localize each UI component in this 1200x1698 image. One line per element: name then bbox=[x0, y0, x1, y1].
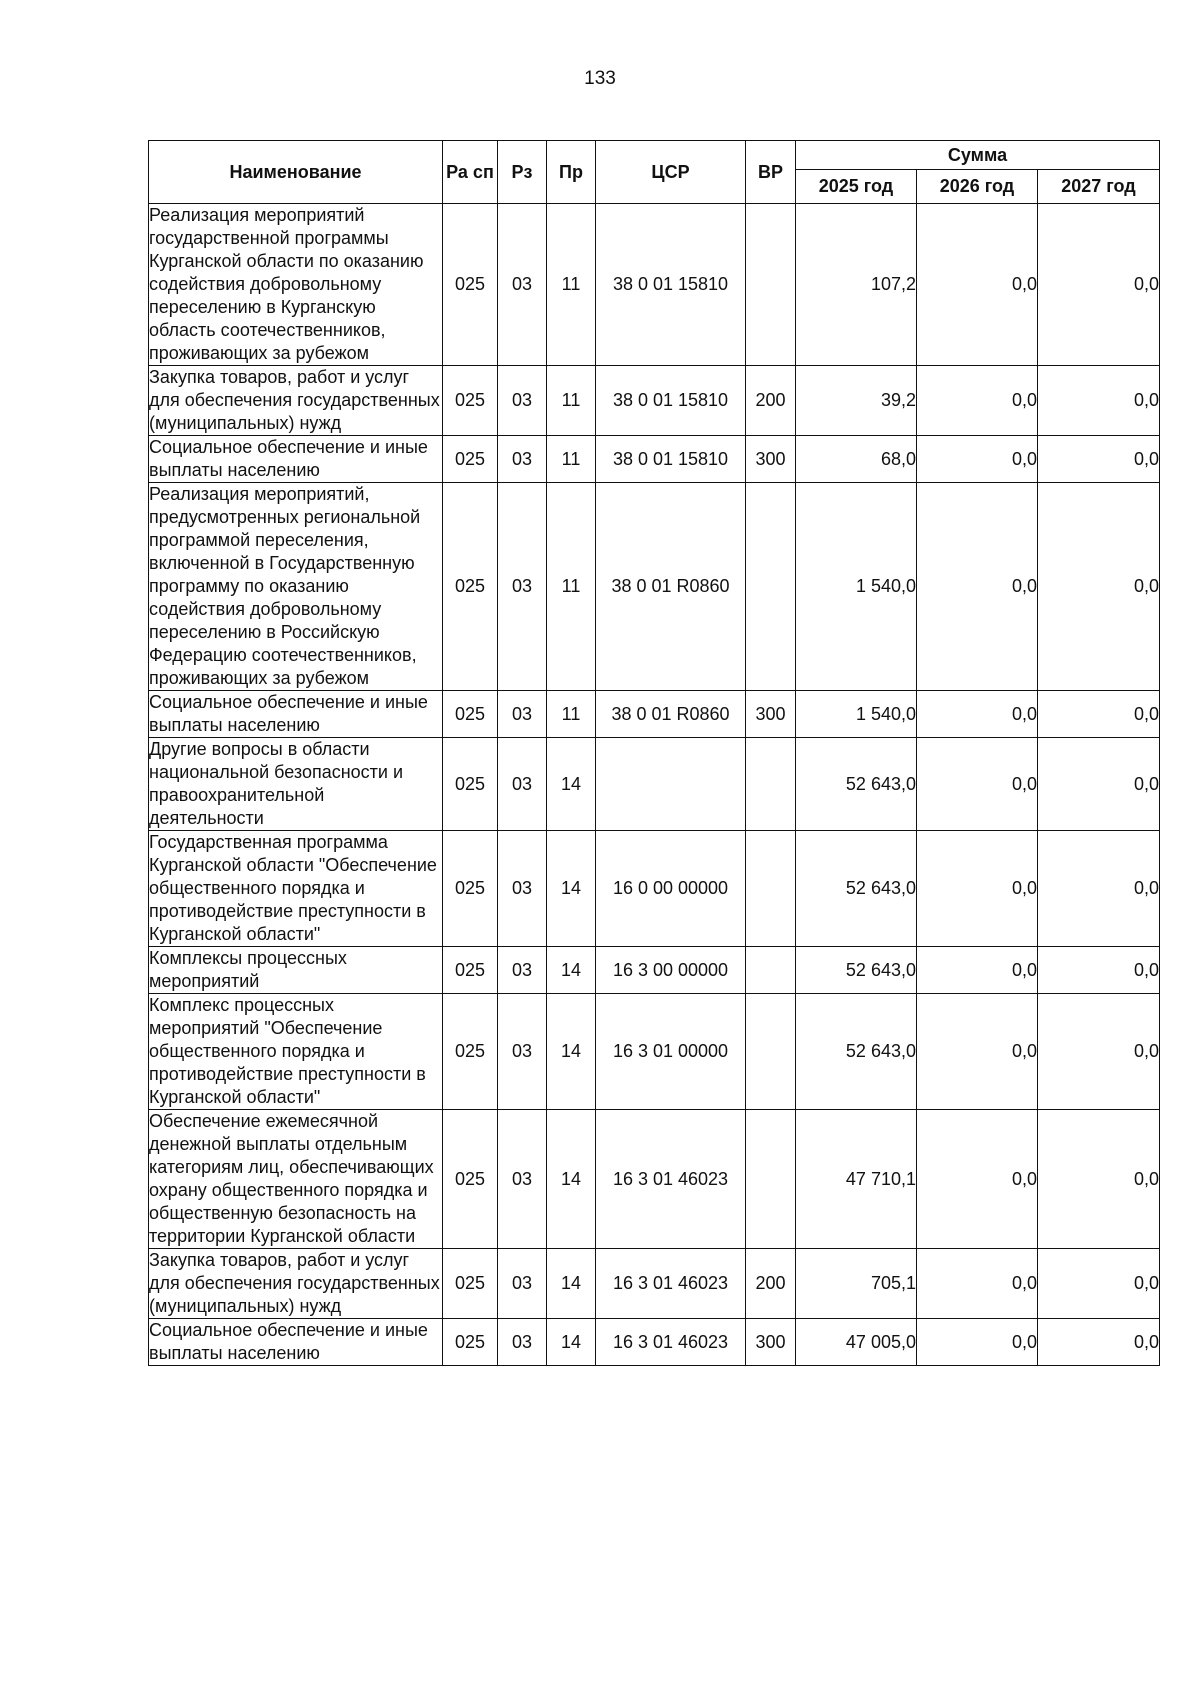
cell-2027: 0,0 bbox=[1038, 738, 1160, 831]
cell-2027: 0,0 bbox=[1038, 366, 1160, 436]
cell-rz: 03 bbox=[498, 947, 547, 994]
header-csr: ЦСР bbox=[596, 141, 746, 204]
cell-rz: 03 bbox=[498, 1249, 547, 1319]
cell-rz: 03 bbox=[498, 436, 547, 483]
cell-2027: 0,0 bbox=[1038, 994, 1160, 1110]
cell-2025: 52 643,0 bbox=[796, 831, 917, 947]
cell-2025: 52 643,0 bbox=[796, 994, 917, 1110]
cell-pr: 11 bbox=[547, 204, 596, 366]
cell-name: Социальное обеспечение и иные выплаты населению bbox=[149, 436, 443, 483]
cell-2026: 0,0 bbox=[917, 994, 1038, 1110]
cell-2026: 0,0 bbox=[917, 1319, 1038, 1366]
table-row bbox=[149, 204, 1160, 366]
cell-rasp: 025 bbox=[443, 483, 498, 691]
cell-2026: 0,0 bbox=[917, 436, 1038, 483]
cell-rasp: 025 bbox=[443, 1110, 498, 1249]
cell-vr bbox=[746, 738, 796, 831]
cell-pr: 14 bbox=[547, 947, 596, 994]
cell-rasp: 025 bbox=[443, 994, 498, 1110]
header-rz: Рз bbox=[498, 141, 547, 204]
cell-rasp: 025 bbox=[443, 831, 498, 947]
cell-rz: 03 bbox=[498, 738, 547, 831]
table-body bbox=[149, 204, 1160, 1366]
cell-rz: 03 bbox=[498, 1319, 547, 1366]
cell-rasp: 025 bbox=[443, 1319, 498, 1366]
cell-csr: 16 3 01 46023 bbox=[596, 1319, 746, 1366]
cell-2027: 0,0 bbox=[1038, 947, 1160, 994]
header-sum: Сумма bbox=[796, 141, 1160, 170]
cell-2025: 52 643,0 bbox=[796, 947, 917, 994]
cell-2027: 0,0 bbox=[1038, 483, 1160, 691]
cell-2025: 39,2 bbox=[796, 366, 917, 436]
cell-vr: 300 bbox=[746, 691, 796, 738]
cell-vr: 300 bbox=[746, 436, 796, 483]
cell-csr bbox=[596, 738, 746, 831]
cell-rasp: 025 bbox=[443, 691, 498, 738]
table-row bbox=[149, 691, 1160, 738]
cell-rz: 03 bbox=[498, 691, 547, 738]
cell-name: Социальное обеспечение и иные выплаты населению bbox=[149, 1319, 443, 1366]
cell-rz: 03 bbox=[498, 204, 547, 366]
header-year-2026: 2026 год bbox=[917, 170, 1038, 204]
cell-name: Другие вопросы в области национальной безопасности и правоохранительной деятельности bbox=[149, 738, 443, 831]
cell-name: Реализация мероприятий, предусмотренных региональной программой переселения, включенной в Государственную программу по оказанию содействия добровольному переселению в Российскую Федерацию соотечественников, проживающих за рубежом bbox=[149, 483, 443, 691]
table-row bbox=[149, 738, 1160, 831]
cell-name: Социальное обеспечение и иные выплаты населению bbox=[149, 691, 443, 738]
cell-vr bbox=[746, 204, 796, 366]
table-row bbox=[149, 947, 1160, 994]
cell-pr: 14 bbox=[547, 1249, 596, 1319]
table-row bbox=[149, 1249, 1160, 1319]
cell-vr: 200 bbox=[746, 366, 796, 436]
cell-pr: 14 bbox=[547, 1319, 596, 1366]
cell-2025: 1 540,0 bbox=[796, 483, 917, 691]
table-row bbox=[149, 831, 1160, 947]
table-row bbox=[149, 366, 1160, 436]
cell-vr: 300 bbox=[746, 1319, 796, 1366]
cell-csr: 38 0 01 R0860 bbox=[596, 483, 746, 691]
cell-pr: 11 bbox=[547, 436, 596, 483]
cell-2025: 107,2 bbox=[796, 204, 917, 366]
budget-table bbox=[148, 140, 1160, 1366]
cell-name: Закупка товаров, работ и услуг для обеспечения государственных (муниципальных) нужд bbox=[149, 1249, 443, 1319]
cell-2026: 0,0 bbox=[917, 691, 1038, 738]
cell-pr: 14 bbox=[547, 1110, 596, 1249]
cell-name: Комплекс процессных мероприятий "Обеспечение общественного порядка и противодействие преступности в Курганской области" bbox=[149, 994, 443, 1110]
header-rasp: Ра сп bbox=[443, 141, 498, 204]
cell-rz: 03 bbox=[498, 366, 547, 436]
cell-2026: 0,0 bbox=[917, 204, 1038, 366]
cell-2027: 0,0 bbox=[1038, 831, 1160, 947]
cell-csr: 16 3 00 00000 bbox=[596, 947, 746, 994]
header-name: Наименование bbox=[149, 141, 443, 204]
cell-rz: 03 bbox=[498, 831, 547, 947]
cell-name: Комплексы процессных мероприятий bbox=[149, 947, 443, 994]
cell-vr bbox=[746, 994, 796, 1110]
cell-pr: 14 bbox=[547, 994, 596, 1110]
table-row bbox=[149, 436, 1160, 483]
cell-2027: 0,0 bbox=[1038, 1249, 1160, 1319]
cell-csr: 38 0 01 15810 bbox=[596, 366, 746, 436]
cell-vr bbox=[746, 1110, 796, 1249]
cell-name: Обеспечение ежемесячной денежной выплаты отдельным категориям лиц, обеспечивающих охрану общественного порядка и общественную безопасность на территории Курганской области bbox=[149, 1110, 443, 1249]
cell-csr: 38 0 01 R0860 bbox=[596, 691, 746, 738]
cell-rasp: 025 bbox=[443, 947, 498, 994]
table-row bbox=[149, 1319, 1160, 1366]
cell-csr: 16 3 01 46023 bbox=[596, 1249, 746, 1319]
cell-2025: 47 710,1 bbox=[796, 1110, 917, 1249]
header-year-2027: 2027 год bbox=[1038, 170, 1160, 204]
table-header bbox=[149, 141, 1160, 204]
cell-2027: 0,0 bbox=[1038, 1319, 1160, 1366]
cell-vr bbox=[746, 831, 796, 947]
header-vr: ВР bbox=[746, 141, 796, 204]
cell-vr: 200 bbox=[746, 1249, 796, 1319]
header-year-2025: 2025 год bbox=[796, 170, 917, 204]
cell-rasp: 025 bbox=[443, 1249, 498, 1319]
cell-pr: 14 bbox=[547, 738, 596, 831]
cell-2026: 0,0 bbox=[917, 947, 1038, 994]
table-row bbox=[149, 483, 1160, 691]
header-pr: Пр bbox=[547, 141, 596, 204]
cell-2026: 0,0 bbox=[917, 1249, 1038, 1319]
cell-rz: 03 bbox=[498, 483, 547, 691]
cell-2026: 0,0 bbox=[917, 831, 1038, 947]
page-number: 133 bbox=[584, 68, 616, 89]
cell-rz: 03 bbox=[498, 1110, 547, 1249]
cell-2025: 1 540,0 bbox=[796, 691, 917, 738]
cell-2026: 0,0 bbox=[917, 1110, 1038, 1249]
cell-2027: 0,0 bbox=[1038, 691, 1160, 738]
cell-pr: 11 bbox=[547, 366, 596, 436]
cell-2026: 0,0 bbox=[917, 366, 1038, 436]
cell-rz: 03 bbox=[498, 994, 547, 1110]
table-row bbox=[149, 1110, 1160, 1249]
cell-2027: 0,0 bbox=[1038, 1110, 1160, 1249]
cell-csr: 38 0 01 15810 bbox=[596, 436, 746, 483]
cell-2026: 0,0 bbox=[917, 738, 1038, 831]
cell-csr: 16 3 01 46023 bbox=[596, 1110, 746, 1249]
cell-2025: 52 643,0 bbox=[796, 738, 917, 831]
cell-pr: 14 bbox=[547, 831, 596, 947]
cell-vr bbox=[746, 947, 796, 994]
cell-rasp: 025 bbox=[443, 366, 498, 436]
cell-name: Закупка товаров, работ и услуг для обеспечения государственных (муниципальных) нужд bbox=[149, 366, 443, 436]
cell-name: Реализация мероприятий государственной программы Курганской области по оказанию содействия добровольному переселению в Курганскую область соотечественников, проживающих за рубежом bbox=[149, 204, 443, 366]
cell-csr: 16 3 01 00000 bbox=[596, 994, 746, 1110]
cell-2025: 47 005,0 bbox=[796, 1319, 917, 1366]
cell-vr bbox=[746, 483, 796, 691]
cell-name: Государственная программа Курганской области "Обеспечение общественного порядка и противодействие преступности в Курганской области" bbox=[149, 831, 443, 947]
cell-rasp: 025 bbox=[443, 204, 498, 366]
cell-csr: 38 0 01 15810 bbox=[596, 204, 746, 366]
cell-rasp: 025 bbox=[443, 436, 498, 483]
cell-csr: 16 0 00 00000 bbox=[596, 831, 746, 947]
cell-rasp: 025 bbox=[443, 738, 498, 831]
table-row bbox=[149, 994, 1160, 1110]
cell-2025: 705,1 bbox=[796, 1249, 917, 1319]
cell-2027: 0,0 bbox=[1038, 204, 1160, 366]
cell-pr: 11 bbox=[547, 691, 596, 738]
cell-pr: 11 bbox=[547, 483, 596, 691]
cell-2027: 0,0 bbox=[1038, 436, 1160, 483]
cell-2025: 68,0 bbox=[796, 436, 917, 483]
cell-2026: 0,0 bbox=[917, 483, 1038, 691]
